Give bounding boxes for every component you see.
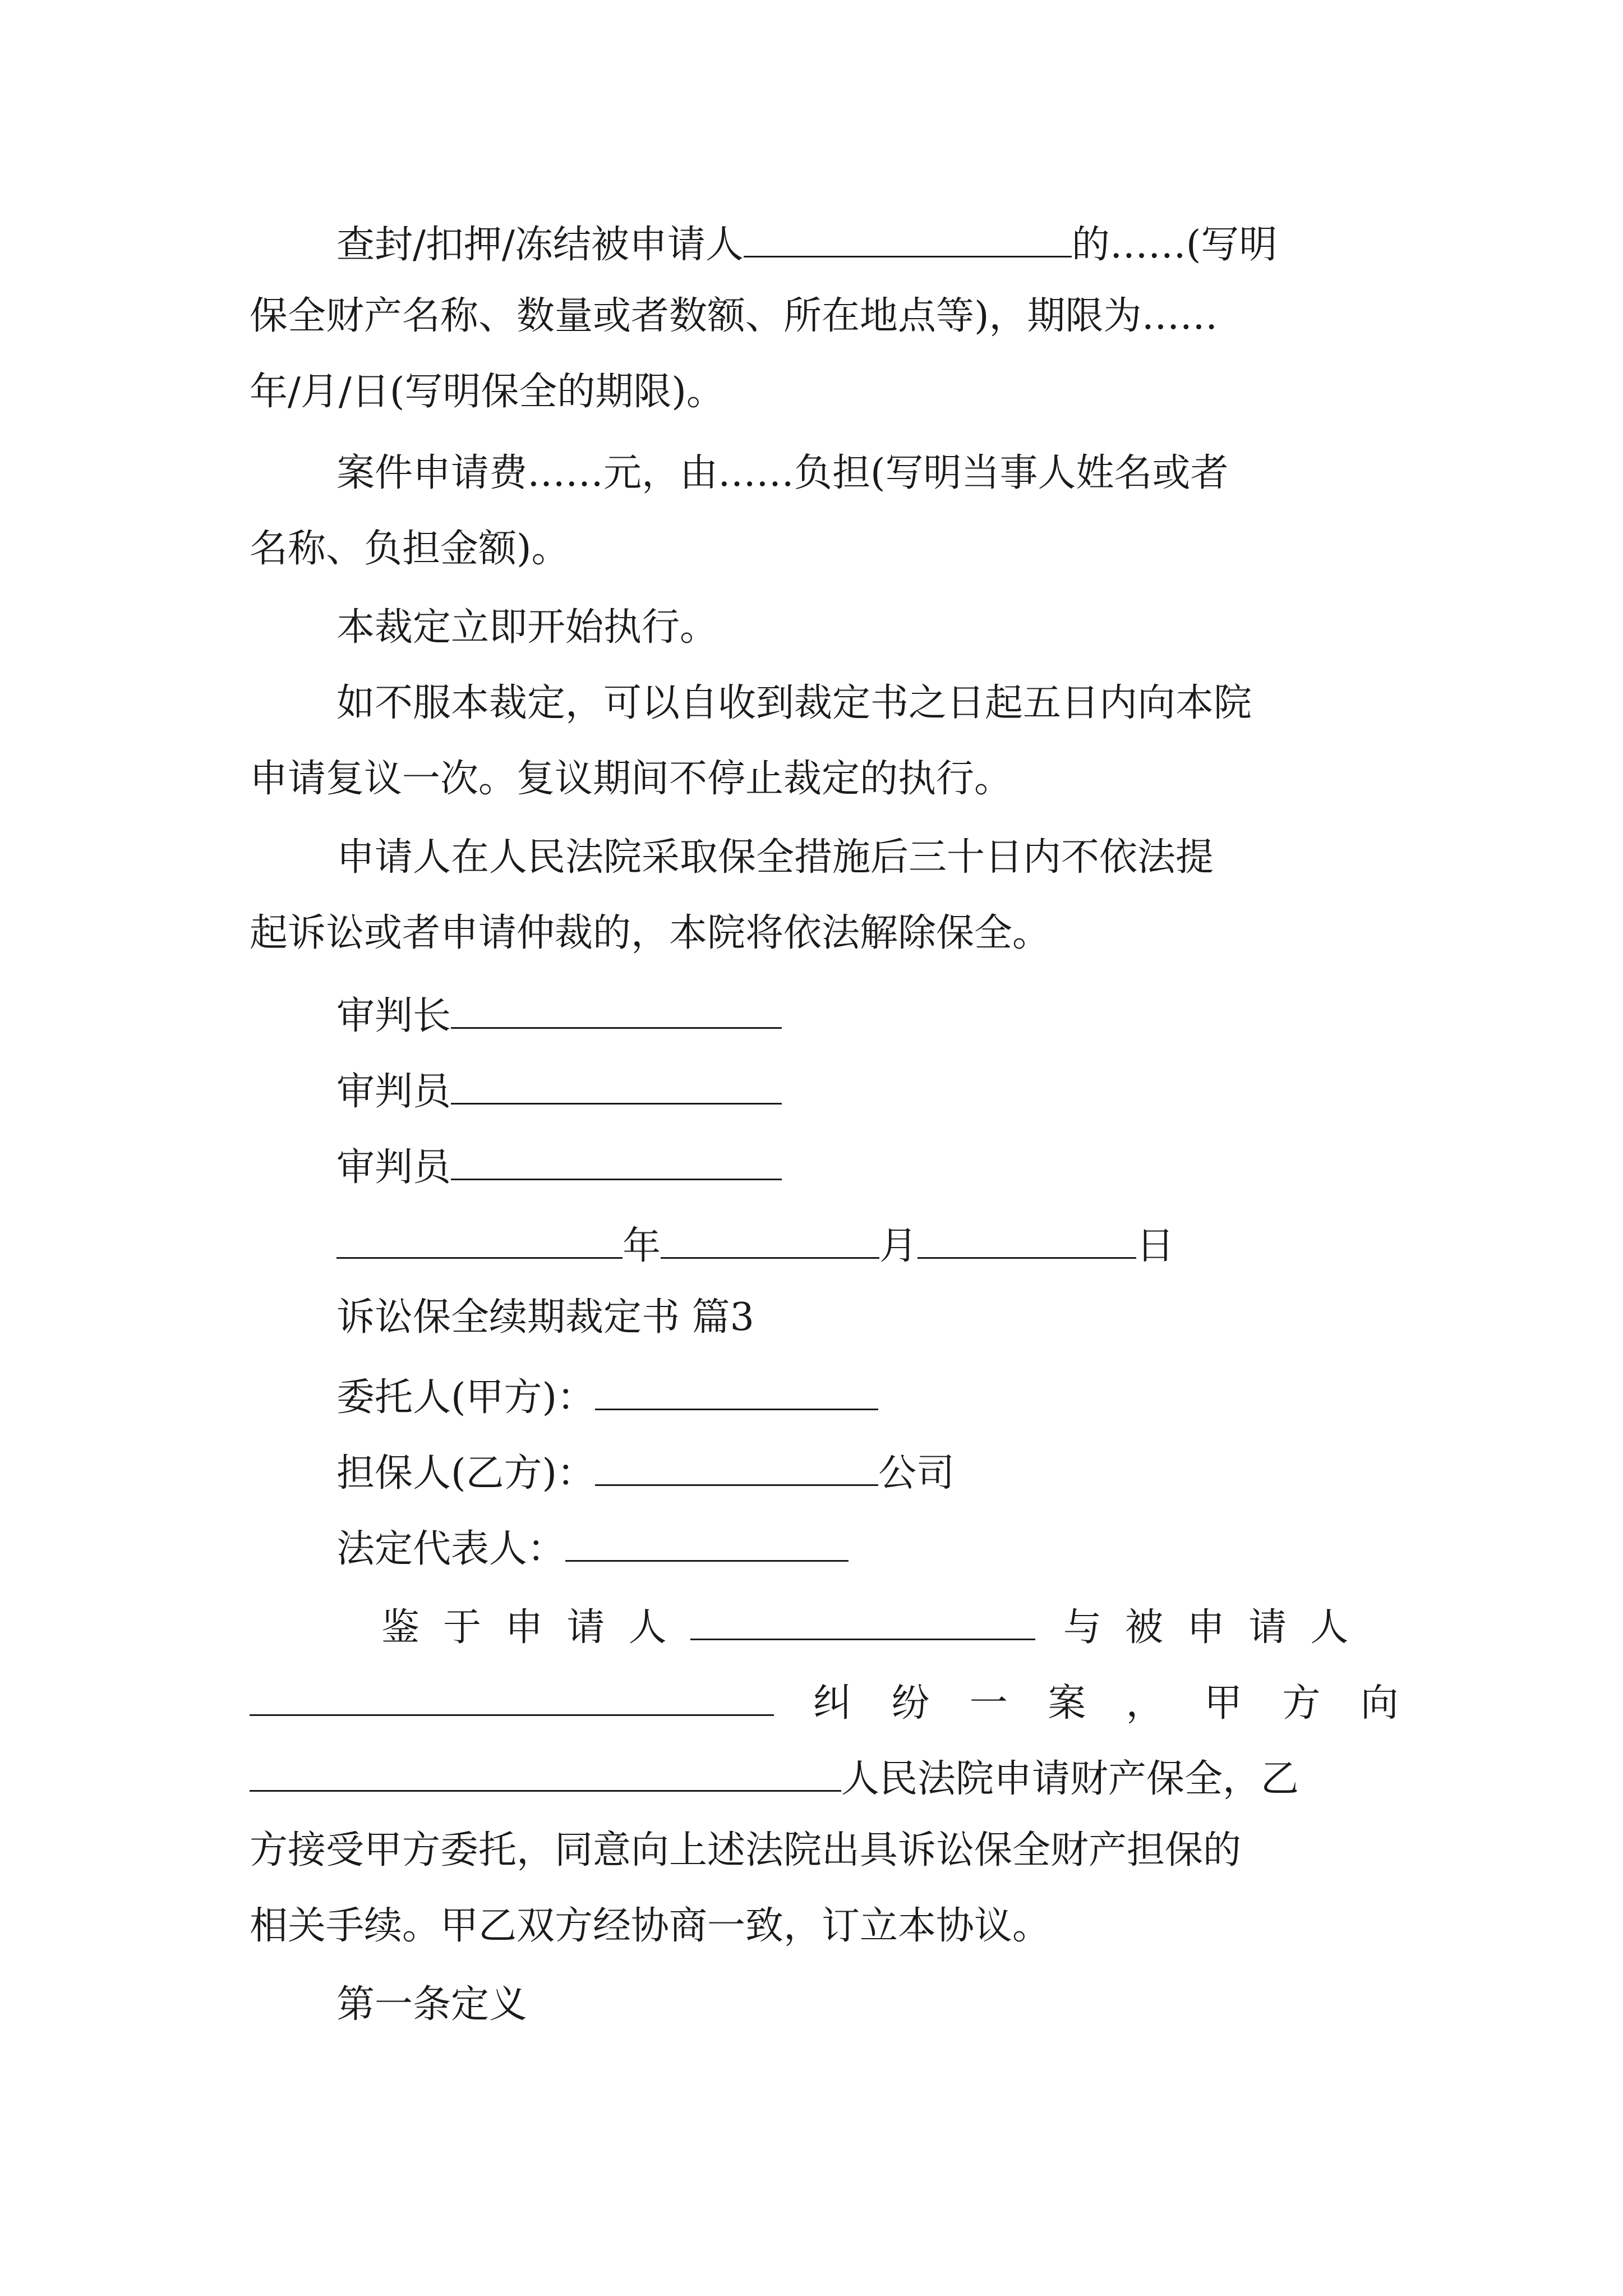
paragraph-preservation-line-1 (336, 222, 1394, 268)
party-guarantor (336, 1450, 1394, 1496)
article-1-heading: 第一条定义 (336, 1982, 528, 2027)
paragraph-review-line-2: 申请复议一次。复议期间不停止裁定的执行。 (250, 757, 1013, 801)
paragraph-fee-line-1: 案件申请费……元，由……负担(写明当事人姓名或者 (336, 451, 1229, 495)
legal-rep-name-blank (565, 1526, 849, 1562)
month-blank (661, 1223, 879, 1259)
signature-label: 审判员 (336, 1145, 451, 1190)
signature-label: 审判长 (336, 994, 451, 1039)
party-label: 担保人(乙方)： (336, 1451, 596, 1496)
signature-label: 审判员 (336, 1070, 451, 1115)
paragraph-execution: 本裁定立即开始执行。 (336, 605, 718, 650)
text-segment: 纠纷一案，甲方向 (813, 1681, 1439, 1726)
paragraph-review-line-1: 如不服本裁定，可以自收到裁定书之日起五日内向本院 (336, 681, 1252, 725)
party-legal-representative (336, 1526, 1394, 1572)
court-name-blank (250, 1756, 841, 1792)
agreement-line-1 (381, 1604, 1394, 1650)
text-segment: 人民法院申请财产保全，乙 (841, 1757, 1299, 1802)
signature-blank (451, 1069, 782, 1105)
signature-blank (451, 1144, 782, 1180)
paragraph-preservation-line-3: 年/月/日(写明保全的期限)。 (250, 370, 725, 414)
party-label: 委托人(甲方)： (336, 1375, 596, 1420)
party-label: 法定代表人： (336, 1527, 566, 1572)
respondent-blank (250, 1680, 774, 1716)
respondent-name-blank (744, 222, 1072, 257)
year-label: 年 (623, 1224, 661, 1269)
signature-judge-2 (336, 1144, 1394, 1190)
paragraph-fee-line-2: 名称、负担金额)。 (250, 527, 570, 571)
agreement-line-5: 相关手续。甲乙双方经协商一致，订立本协议。 (250, 1904, 1051, 1948)
agreement-line-4: 方接受甲方委托，同意向上述法院出具诉讼保全财产担保的 (250, 1828, 1242, 1872)
year-blank (336, 1223, 623, 1259)
agreement-line-3 (250, 1756, 1394, 1802)
applicant-name-blank (690, 1604, 1035, 1640)
day-label: 日 (1136, 1224, 1175, 1269)
agreement-line-2 (250, 1680, 1439, 1726)
paragraph-release-line-2: 起诉讼或者申请仲裁的，本院将依法解除保全。 (250, 911, 1051, 955)
date-line (336, 1223, 1394, 1269)
client-name-blank (595, 1374, 878, 1410)
day-blank (917, 1223, 1136, 1259)
paragraph-preservation-line-2: 保全财产名称、数量或者数额、所在地点等)，期限为…… (250, 294, 1218, 338)
signature-chief-judge (336, 993, 1394, 1039)
company-suffix: 公司 (878, 1451, 955, 1496)
section-title: 诉讼保全续期裁定书 篇3 (336, 1295, 754, 1340)
signature-judge-1 (336, 1069, 1394, 1115)
guarantor-name-blank (595, 1450, 878, 1486)
month-label: 月 (879, 1224, 918, 1269)
text-segment: 的……(写明 (1071, 223, 1278, 268)
text-segment: 与被申请人 (1063, 1605, 1372, 1650)
text-segment: 查封/扣押/冻结被申请人 (336, 223, 744, 268)
signature-blank (451, 993, 782, 1029)
text-segment: 鉴于申请人 (381, 1605, 690, 1650)
party-client (336, 1374, 1394, 1420)
paragraph-release-line-1: 申请人在人民法院采取保全措施后三十日内不依法提 (336, 835, 1214, 880)
